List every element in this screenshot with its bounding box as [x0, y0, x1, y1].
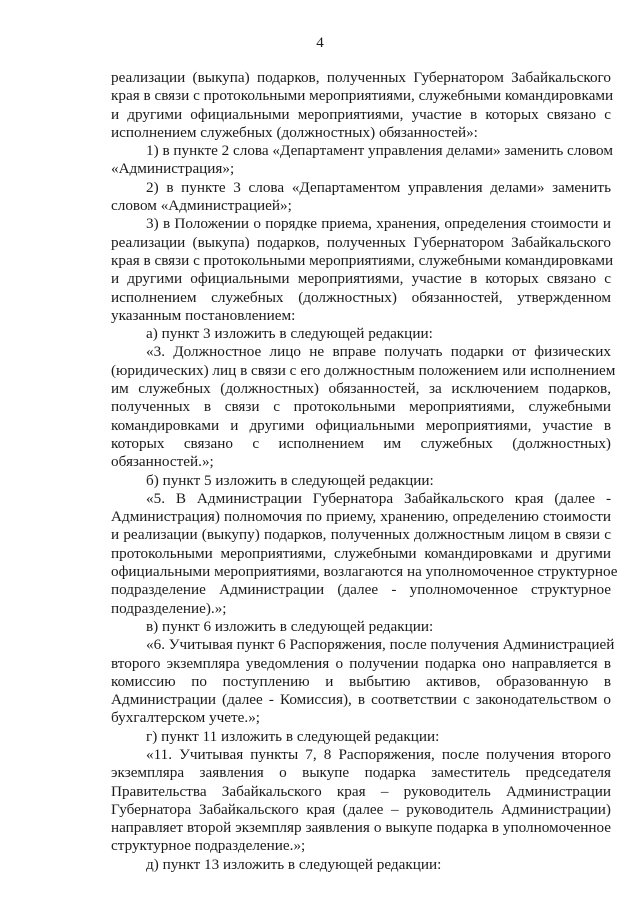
text-line: «Администрация»; [111, 160, 235, 178]
text-line: Губернатора Забайкальского края (далее – руководитель Администрации) [111, 800, 611, 818]
text-line: 1) в пункте 2 слова «Департамент управления делами» заменить словом [146, 142, 613, 160]
text-line: обязанностей.»; [111, 453, 214, 471]
text-line: бухгалтерском учете.»; [111, 709, 261, 727]
text-line: исполнением служебных (должностных) обязанностей»: [111, 123, 478, 141]
text-line: подразделение Администрации (далее - уполномоченное структурное [111, 581, 611, 599]
text-line: б) пункт 5 изложить в следующей редакции: [146, 471, 434, 489]
text-line: «6. Учитывая пункт 6 Распоряжения, после получения Администрацией [146, 636, 615, 654]
text-line: края в связи с протокольными мероприятиями, служебными командировками [111, 251, 614, 269]
text-line: официальными мероприятиями, возлагаются на уполномоченное структурное [111, 563, 618, 581]
text-line: Администрация) полномочия по приему, хранению, определению стоимости [111, 508, 611, 526]
text-line: Администрации (далее - Комиссия), в соответствии с законодательством о [111, 691, 611, 709]
text-line: которых связано с исполнением им служебных (должностных) [111, 434, 611, 452]
text-line: протокольными мероприятиями, служебными командировками и другими [111, 544, 611, 562]
text-line: комиссию по поступлению и выбытию активов, образованную в [111, 672, 611, 690]
text-line: а) пункт 3 изложить в следующей редакции: [146, 325, 433, 343]
text-line: подразделение).»; [111, 599, 227, 617]
text-line: «11. Учитывая пункты 7, 8 Распоряжения, после получения второго [146, 745, 611, 763]
text-line: исполнением служебных (должностных) обязанностей, утвержденном [111, 288, 611, 306]
text-line: словом «Администрацией»; [111, 197, 292, 215]
text-line: 2) в пункте 3 слова «Департаментом управления делами» заменить [146, 178, 611, 196]
text-line: 3) в Положении о порядке приема, хранения, определения стоимости и [146, 215, 611, 233]
text-line: г) пункт 11 изложить в следующей редакции: [146, 727, 440, 745]
text-line: и другими официальными мероприятиями, участие в которых связано с [111, 270, 611, 288]
text-line: д) пункт 13 изложить в следующей редакции: [146, 855, 442, 873]
text-line: указанным постановлением: [111, 306, 296, 324]
text-line: реализации (выкупа) подарков, полученных Губернатором Забайкальского [111, 69, 611, 86]
text-line: структурное подразделение.»; [111, 837, 306, 855]
text-line: Правительства Забайкальского края – руководитель Администрации [111, 782, 611, 800]
text-line: и реализации (выкупу) подарков, полученных должностным лицом в связи с [111, 526, 611, 544]
text-line: и другими официальными мероприятиями, участие в которых связано с [111, 105, 611, 123]
text-line: экземпляра заявления о выкупе подарка заместитель председателя [111, 764, 611, 782]
document-body [111, 69, 618, 874]
text-line: (юридических) лиц в связи с его должностным положением или исполнением [111, 361, 616, 379]
text-line: им служебных (должностных) обязанностей, за исключением подарков, [111, 380, 611, 398]
text-line: реализации (выкупа) подарков, полученных Губернатором Забайкальского [111, 233, 611, 251]
page-number: 4 [316, 35, 324, 51]
text-line: края в связи с протокольными мероприятиями, служебными командировками [111, 87, 614, 105]
text-line: второго экземпляра уведомления о получении подарка оно направляется в [111, 654, 611, 672]
text-line: полученных в связи с протокольными мероприятиями, служебными [111, 398, 611, 416]
text-line: «3. Должностное лицо не вправе получать подарки от физических [146, 343, 611, 361]
text-line: командировками и другими официальными мероприятиями, участие в [111, 416, 611, 434]
text-line: в) пункт 6 изложить в следующей редакции: [146, 617, 434, 635]
text-line: «5. В Администрации Губернатора Забайкальского края (далее - [146, 489, 611, 507]
text-line: направляет второй экземпляр заявления о выкупе подарка в уполномоченное [111, 819, 611, 837]
